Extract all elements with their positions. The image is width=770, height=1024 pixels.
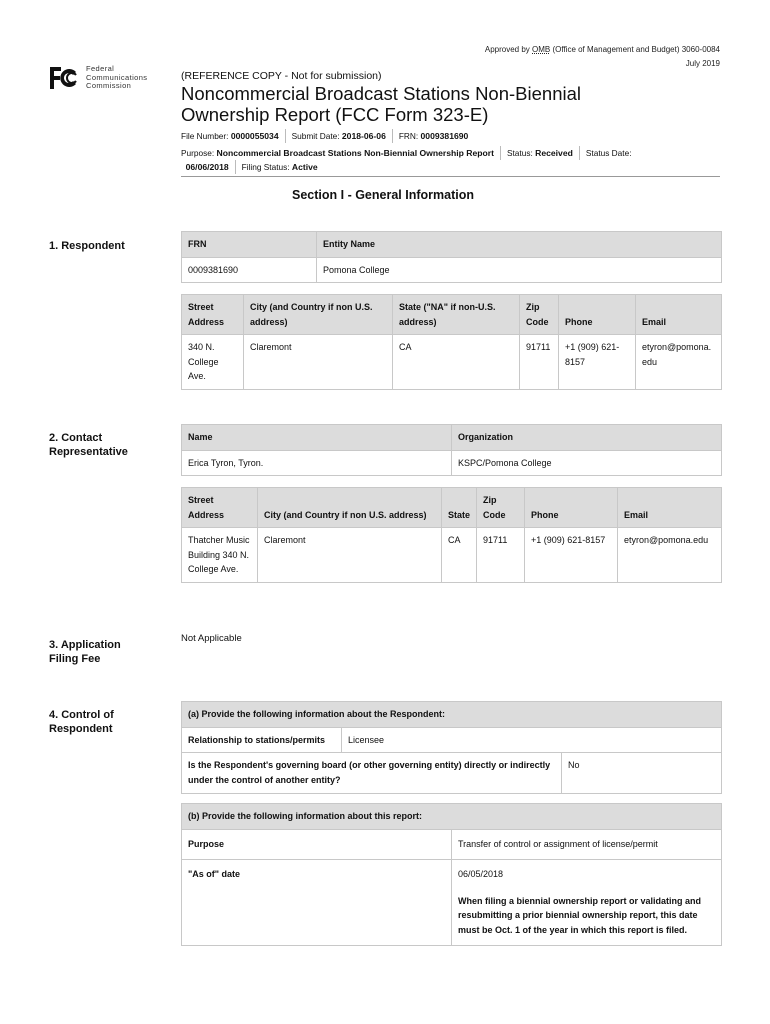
meta-row-2: Purpose: Noncommercial Broadcast Stations Non-Biennial Ownership Report Status: Received Status Date: (181, 148, 632, 158)
relationship-label: Relationship to stations/permits (182, 727, 342, 753)
respondent-city: Claremont (244, 335, 393, 390)
table-header-row (182, 232, 722, 258)
respondent-zip: 91711 (520, 335, 559, 390)
table-row (182, 829, 722, 860)
table-row (182, 727, 722, 753)
as-of-date-note: When filing a biennial ownership report or validating and resubmitting a prior biennial ownership report, this date must be Oct. 1 of the year in which this report is filed. (458, 895, 702, 935)
table-row (182, 257, 722, 283)
contact-name: Erica Tyron, Tyron. (182, 450, 452, 476)
table-row (182, 860, 722, 946)
respondent-frn-table (181, 231, 722, 283)
table-header-row (182, 488, 722, 528)
respondent-label: 1. Respondent (49, 240, 125, 252)
contact-name-table (181, 424, 722, 476)
contact-label: 2. Contact Representative (49, 432, 128, 458)
respondent-phone: +1 (909) 621-8157 (559, 335, 636, 390)
meta-row-3: 06/06/2018 Filing Status: Active (185, 162, 318, 172)
email-header: Email (618, 488, 722, 528)
name-header: Name (182, 425, 452, 451)
page-title: Noncommercial Broadcast Stations Non-Biennial Ownership Report (FCC Form 323-E) (181, 83, 581, 125)
relationship-value: Licensee (342, 727, 722, 753)
as-of-date-label: "As of" date (182, 860, 452, 946)
street-header: Street Address (182, 488, 258, 528)
respondent-street: 340 N. College Ave. (182, 335, 244, 390)
control-a-header: (a) Provide the following information about the Respondent: (182, 702, 722, 728)
fcc-logo (48, 65, 158, 95)
status: Received (535, 148, 573, 158)
submit-date: 2018-06-06 (341, 131, 386, 141)
contact-organization: KSPC/Pomona College (452, 450, 722, 476)
governing-answer: No (562, 753, 722, 794)
zip-header: Zip Code (477, 488, 525, 528)
table-row (182, 753, 722, 794)
filing-status: Active (291, 162, 318, 172)
filing-fee-label: 3. Application Filing Fee (49, 639, 121, 665)
governing-question: Is the Respondent's governing board (or other governing entity) directly or indirectly under the control of another entity? (182, 753, 562, 794)
approval-line: Approved by OMB (Office of Management and Budget) 3060-0084 (484, 45, 720, 54)
filing-fee-value: Not Applicable (181, 633, 242, 644)
header-frn: 0009381690 (420, 131, 469, 141)
zip-header: Zip Code (520, 295, 559, 335)
as-of-date-value: 06/05/2018 (458, 869, 504, 879)
frn-header: FRN (182, 232, 317, 258)
section-title: Section I - General Information (292, 188, 474, 202)
respondent-state: CA (393, 335, 520, 390)
contact-zip: 91711 (477, 528, 525, 583)
state-header: State (442, 488, 477, 528)
table-header-row (182, 702, 722, 728)
report-purpose-value: Transfer of control or assignment of license/permit (452, 829, 722, 860)
meta-row-1: File Number: 0000055034 Submit Date: 2018-06-06 FRN: 0009381690 (181, 131, 469, 141)
contact-phone: +1 (909) 621-8157 (525, 528, 618, 583)
control-b-header: (b) Provide the following information about this report: (182, 804, 722, 830)
respondent-frn: 0009381690 (182, 257, 317, 283)
state-header: State ("NA" if non-U.S. address) (393, 295, 520, 335)
omb-abbr: OMB (532, 45, 551, 54)
omb-approval (485, 43, 720, 71)
city-header: City (and Country if non U.S. address) (258, 488, 442, 528)
logo-wordmark: Federal Communications Commission (86, 64, 148, 90)
table-row (182, 450, 722, 476)
file-number: 0000055034 (230, 131, 279, 141)
table-header-row (182, 804, 722, 830)
fcc-logo-mark (48, 65, 80, 91)
organization-header: Organization (452, 425, 722, 451)
contact-city: Claremont (258, 528, 442, 583)
email-header: Email (636, 295, 722, 335)
respondent-email: etyron@pomona.edu (636, 335, 722, 390)
table-header-row (182, 425, 722, 451)
contact-address-table (181, 487, 722, 583)
table-row (182, 335, 722, 390)
contact-state: CA (442, 528, 477, 583)
report-info-table (181, 803, 722, 946)
purpose: Noncommercial Broadcast Stations Non-Biennial Ownership Report (216, 148, 494, 158)
phone-header: Phone (525, 488, 618, 528)
as-of-date-cell (452, 860, 722, 946)
respondent-address-table (181, 294, 722, 390)
table-header-row (182, 295, 722, 335)
approval-date: July 2019 (685, 59, 720, 68)
contact-street: Thatcher Music Building 340 N. College Ave. (182, 528, 258, 583)
entity-name-header: Entity Name (317, 232, 722, 258)
table-row (182, 528, 722, 583)
header-divider (181, 176, 720, 177)
respondent-control-table (181, 701, 722, 794)
respondent-entity-name: Pomona College (317, 257, 722, 283)
street-header: Street Address (182, 295, 244, 335)
reference-copy-note: (REFERENCE COPY - Not for submission) (181, 70, 382, 82)
control-label: 4. Control of Respondent (49, 709, 114, 735)
phone-header: Phone (559, 295, 636, 335)
report-purpose-label: Purpose (182, 829, 452, 860)
status-date: 06/06/2018 (185, 162, 229, 172)
city-header: City (and Country if non U.S. address) (244, 295, 393, 335)
contact-email: etyron@pomona.edu (618, 528, 722, 583)
